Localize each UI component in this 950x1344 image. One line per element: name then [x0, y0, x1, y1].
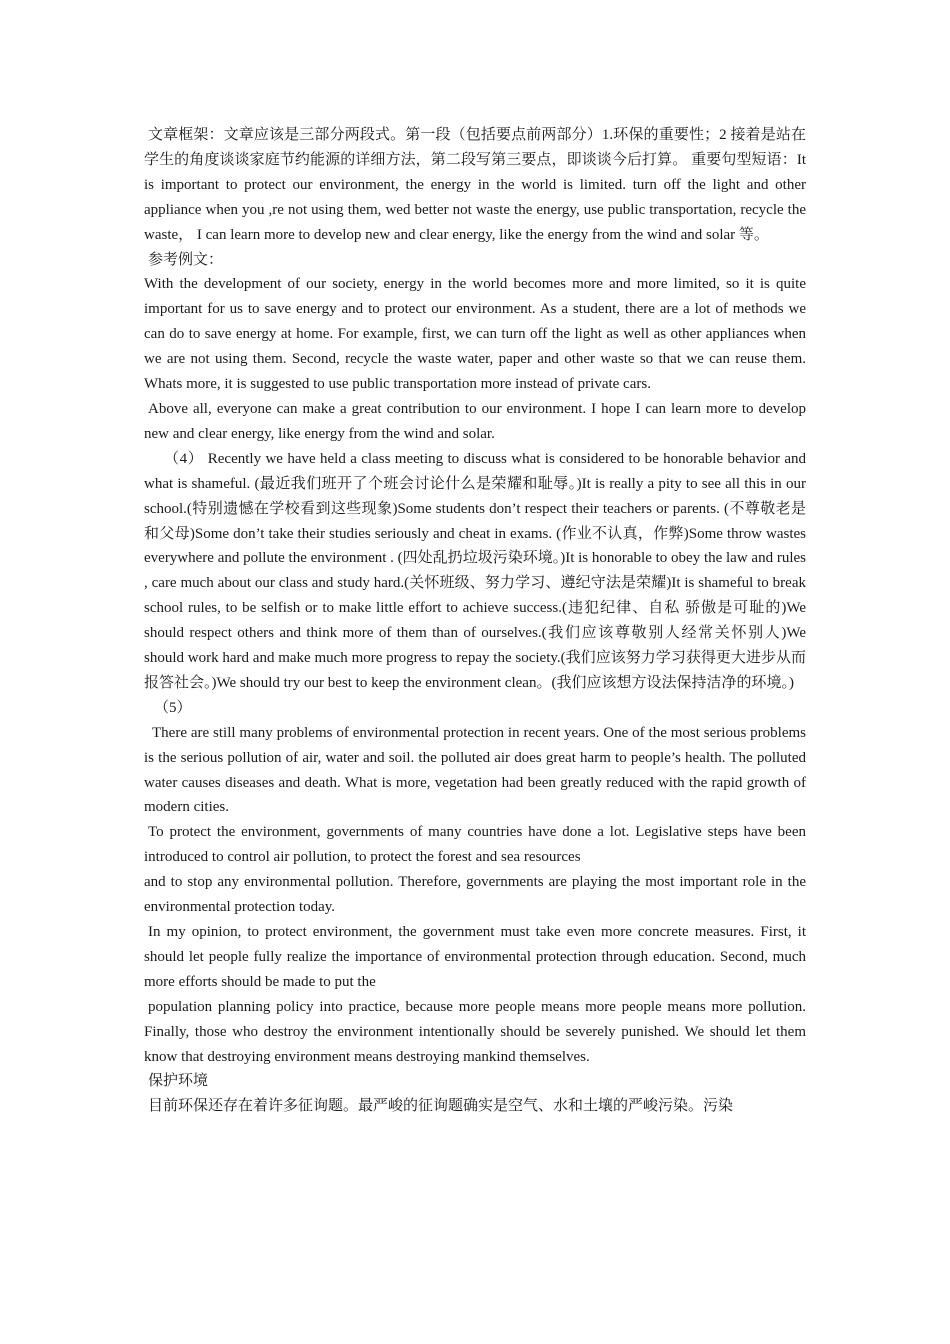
- paragraph-governments-2: and to stop any environmental pollution. Therefore, governments are playing the most important role in the environmental protection today.: [144, 874, 806, 916]
- paragraph-sample-essay: With the development of our society, energy in the world becomes more and more limited, so it is quite important for us to save energy and to protect our environment. As a student, there are a lot of methods we can do to save energy at home. For example, first, we can turn off the light as well as other appliances when we are not using them. Second, recycle the waste water, paper and other waste so that we can reuse them. Whats more, it is suggested to use public transportation more instead of private cars.: [144, 276, 806, 393]
- paragraph-governments-1: To protect the environment, governments of many countries have done a lot. Legislative steps have been introduced to control air pollution, to protect the forest and sea resources: [144, 824, 806, 866]
- heading-protect-environment: 保护环境: [148, 1073, 209, 1090]
- paragraph-framework: 文章框架：文章应该是三部分两段式。第一段（包括要点前两部分）1.环保的重要性；2 接着是站在学生的角度谈谈家庭节约能源的详细方法，第二段写第三要点，即谈谈今后打算。 重要句型短语：It is important to protect our environment, the energy in the world is limited. turn off the light and other appliance when you ,re not using them, wed better not waste the energy, use public transportation, recycle the waste， I can learn more to develop new and clear energy, like the energy from the wind and solar 等。: [144, 127, 806, 243]
- heading-sample-essay: 参考例文：: [148, 251, 224, 268]
- paragraph-opinion-2: population planning policy into practice, because more people means more people means more pollution. Finally, those who destroy the environment intentionally should be severely punished. We should let them know that destroying environment means destroying mankind themselves.: [144, 998, 806, 1065]
- paragraph-sample-conclusion: Above all, everyone can make a great contribution to our environment. I hope I can learn more to develop new and clear energy, like energy from the wind and solar.: [144, 400, 806, 442]
- heading-section-5: （5）: [154, 699, 192, 716]
- paragraph-chinese-translation: 目前环保还存在着许多征询题。最严峻的征询题确实是空气、水和土壤的严峻污染。污染: [148, 1098, 734, 1115]
- document-body: [144, 123, 806, 1119]
- paragraph-section-4: （4） Recently we have held a class meeting to discuss what is considered to be honorable behavior and what is shameful. (最近我们班开了个班会讨论什么是荣耀和耻辱。)It is really a pity to see all this in our school.(特别遗憾在学校看到这些现象)Some students don’t respect their teachers or parents. (不尊敬老是和父母)Some don’t take their studies seriously and cheat in exams. (作业不认真，作弊)Some throw wastes everywhere and pollute the environment . (四处乱扔垃圾污染环境。)It is honorable to obey the law and rules , care much about our class and study hard.(关怀班级、努力学习、遵纪守法是荣耀)It is shameful to break school rules, to be selfish or to make little effort to achieve success.(违犯纪律、自私 骄傲是可耻的)We should respect others and think more of them than of ourselves.(我们应该尊敬别人经常关怀别人)We should work hard and make much more progress to repay the society.(我们应该努力学习获得更大进步从而报答社会。)We should try our best to keep the environment clean。(我们应该想方设法保持洁净的环境。): [144, 450, 806, 691]
- paragraph-problems: There are still many problems of environmental protection in recent years. One of the most serious problems is the serious pollution of air, water and soil. the polluted air does great harm to people’s health. The polluted water causes diseases and death. What is more, vegetation had been greatly reduced with the rapid growth of modern cities.: [144, 724, 806, 816]
- paragraph-opinion-1: In my opinion, to protect environment, the government must take even more concrete measures. First, it should let people fully realize the importance of environmental protection through education. Second, much more efforts should be made to put the: [144, 924, 806, 990]
